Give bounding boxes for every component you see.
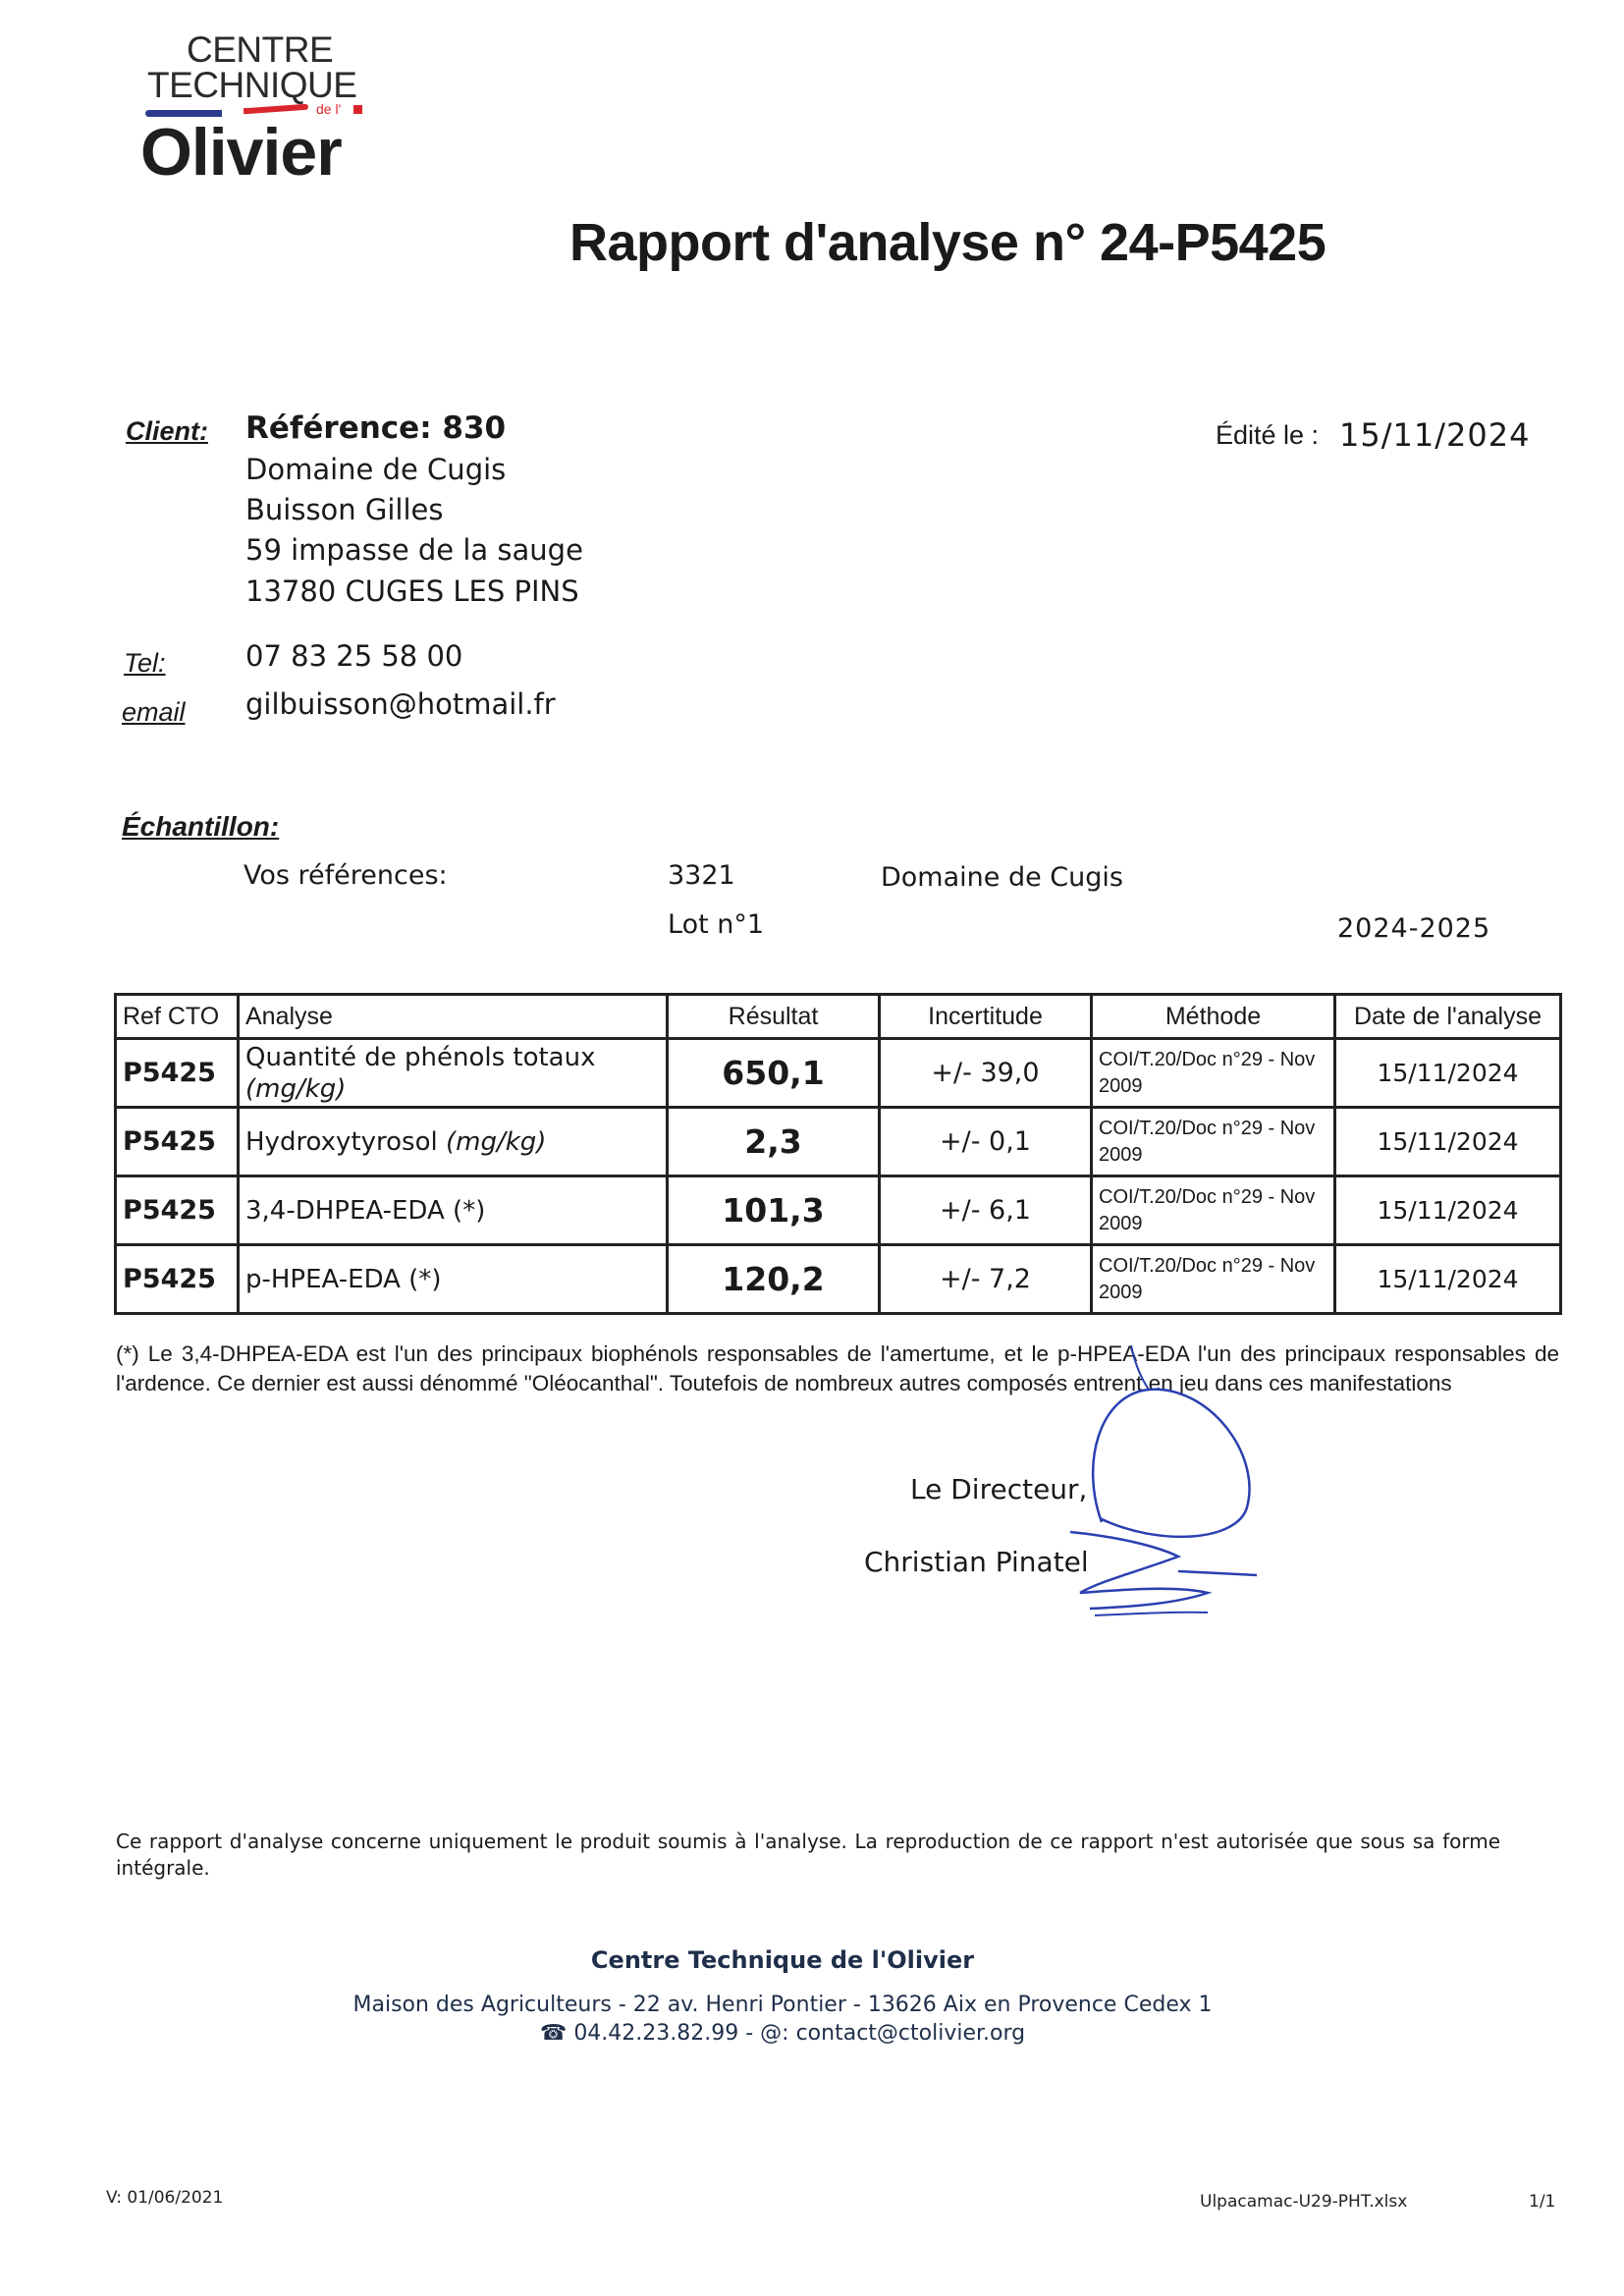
- cell-uncertainty: +/- 39,0: [880, 1039, 1092, 1108]
- logo-line-centre: CENTRE: [187, 29, 334, 70]
- method-line2: 2009: [1099, 1074, 1143, 1097]
- header-incertitude: Incertitude: [880, 995, 1092, 1039]
- logo-olivier: Olivier: [140, 115, 342, 190]
- analyse-name: Hydroxytyrosol: [245, 1126, 438, 1157]
- client-name: Domaine de Cugis: [245, 453, 507, 486]
- cell-date: 15/11/2024: [1335, 1176, 1561, 1245]
- method-line1: COI/T.20/Doc n°29 - Nov: [1099, 1254, 1316, 1277]
- method-line1: COI/T.20/Doc n°29 - Nov: [1099, 1117, 1316, 1139]
- footnote: (*) Le 3,4-DHPEA-EDA est l'un des principaux biophénols responsables de l'amertume, et le p-HPEA-EDA l'un des principaux responsables de l'ardence. Ce dernier est aussi dénommé "Oléocanthal". Toutefois de nombreux autres composés entrent en jeu dans ces manifestations: [116, 1341, 1559, 1395]
- method-line2: 2009: [1099, 1143, 1143, 1166]
- client-email: gilbuisson@hotmail.fr: [245, 687, 556, 721]
- table-row: [116, 1108, 1561, 1176]
- results-table: [114, 993, 1562, 1315]
- client-reference: Référence: 830: [245, 410, 507, 446]
- edit-date-label: Édité le :: [1216, 420, 1320, 450]
- cell-uncertainty: +/- 0,1: [880, 1108, 1092, 1176]
- table-row: [116, 1176, 1561, 1245]
- cell-method: [1092, 1245, 1335, 1314]
- handwritten-signature: [1041, 1336, 1276, 1630]
- footer-contact-text: 04.42.23.82.99 - @: contact@ctolivier.org: [573, 2021, 1026, 2046]
- cell-analyse: [239, 1245, 668, 1314]
- cell-ref: P5425: [116, 1176, 239, 1245]
- cell-ref: P5425: [116, 1245, 239, 1314]
- disclaimer: Ce rapport d'analyse concerne uniquement le produit soumis à l'analyse. La reproduction de ce rapport n'est autorisée que sous sa forme intégrale.: [116, 1830, 1500, 1880]
- cell-method: [1092, 1108, 1335, 1176]
- logo-red-square: [353, 105, 362, 114]
- signature-name: Christian Pinatel: [864, 1546, 1089, 1578]
- analyse-unit: (mg/kg): [446, 1126, 547, 1157]
- cell-date: 15/11/2024: [1335, 1039, 1561, 1108]
- method-line2: 2009: [1099, 1281, 1143, 1303]
- cell-result: 120,2: [668, 1245, 880, 1314]
- method-line1: COI/T.20/Doc n°29 - Nov: [1099, 1185, 1316, 1208]
- method-line1: COI/T.20/Doc n°29 - Nov: [1099, 1048, 1316, 1070]
- sample-season: 2024-2025: [1337, 913, 1491, 944]
- client-phone: 07 83 25 58 00: [245, 639, 463, 673]
- sample-refs-label: Vos références:: [244, 860, 448, 891]
- sample-lot: Lot n°1: [668, 909, 765, 940]
- client-label: Client:: [126, 416, 208, 446]
- cell-analyse: [239, 1039, 668, 1108]
- edit-date: 15/11/2024: [1339, 416, 1531, 454]
- analyse-unit: (mg/kg): [245, 1073, 347, 1104]
- header-methode: Méthode: [1092, 995, 1335, 1039]
- cell-uncertainty: +/- 7,2: [880, 1245, 1092, 1314]
- logo-line-technique: TECHNIQUE: [147, 65, 357, 105]
- header-ref-cto: Ref CTO: [116, 995, 239, 1039]
- table-row: [116, 1245, 1561, 1314]
- footer-contact: [0, 2021, 1565, 2046]
- header-resultat: Résultat: [668, 995, 880, 1039]
- table-row: [116, 1039, 1561, 1108]
- client-contact: Buisson Gilles: [245, 493, 444, 526]
- cell-uncertainty: +/- 6,1: [880, 1176, 1092, 1245]
- cell-result: 101,3: [668, 1176, 880, 1245]
- source-filename: Ulpacamac-U29-PHT.xlsx: [1200, 2192, 1408, 2212]
- cell-result: 2,3: [668, 1108, 880, 1176]
- page-number: 1/1: [1529, 2192, 1556, 2212]
- cell-date: 15/11/2024: [1335, 1108, 1561, 1176]
- email-label: email: [122, 697, 186, 727]
- client-address-line1: 59 impasse de la sauge: [245, 533, 583, 567]
- cell-analyse: [239, 1108, 668, 1176]
- sample-label: Échantillon:: [122, 811, 280, 842]
- sample-domain: Domaine de Cugis: [881, 862, 1123, 893]
- cell-result: 650,1: [668, 1039, 880, 1108]
- method-line2: 2009: [1099, 1212, 1143, 1234]
- phone-icon: ☎: [539, 2021, 568, 2046]
- cell-analyse: [239, 1176, 668, 1245]
- tel-label: Tel:: [124, 648, 166, 678]
- cell-ref: P5425: [116, 1039, 239, 1108]
- signature-title: Le Directeur,: [910, 1473, 1088, 1505]
- analyse-name: p-HPEA-EDA (*): [245, 1264, 442, 1294]
- cell-date: 15/11/2024: [1335, 1245, 1561, 1314]
- document-version: V: 01/06/2021: [106, 2188, 224, 2208]
- client-address-line2: 13780 CUGES LES PINS: [245, 574, 579, 608]
- cell-method: [1092, 1039, 1335, 1108]
- logo-de-l: de l': [316, 101, 342, 117]
- footer-organization: Centre Technique de l'Olivier: [590, 1946, 975, 1974]
- header-analyse: Analyse: [239, 995, 668, 1039]
- analyse-name: Quantité de phénols totaux: [245, 1042, 596, 1072]
- sample-number: 3321: [668, 860, 735, 891]
- cell-method: [1092, 1176, 1335, 1245]
- report-title: Rapport d'analyse n° 24-P5425: [569, 213, 1326, 272]
- analyse-name: 3,4-DHPEA-EDA (*): [245, 1195, 486, 1226]
- footer-address: Maison des Agriculteurs - 22 av. Henri Pontier - 13626 Aix en Provence Cedex 1: [352, 1993, 1213, 2017]
- table-header-row: [116, 995, 1561, 1039]
- header-date-analyse: Date de l'analyse: [1335, 995, 1561, 1039]
- cell-ref: P5425: [116, 1108, 239, 1176]
